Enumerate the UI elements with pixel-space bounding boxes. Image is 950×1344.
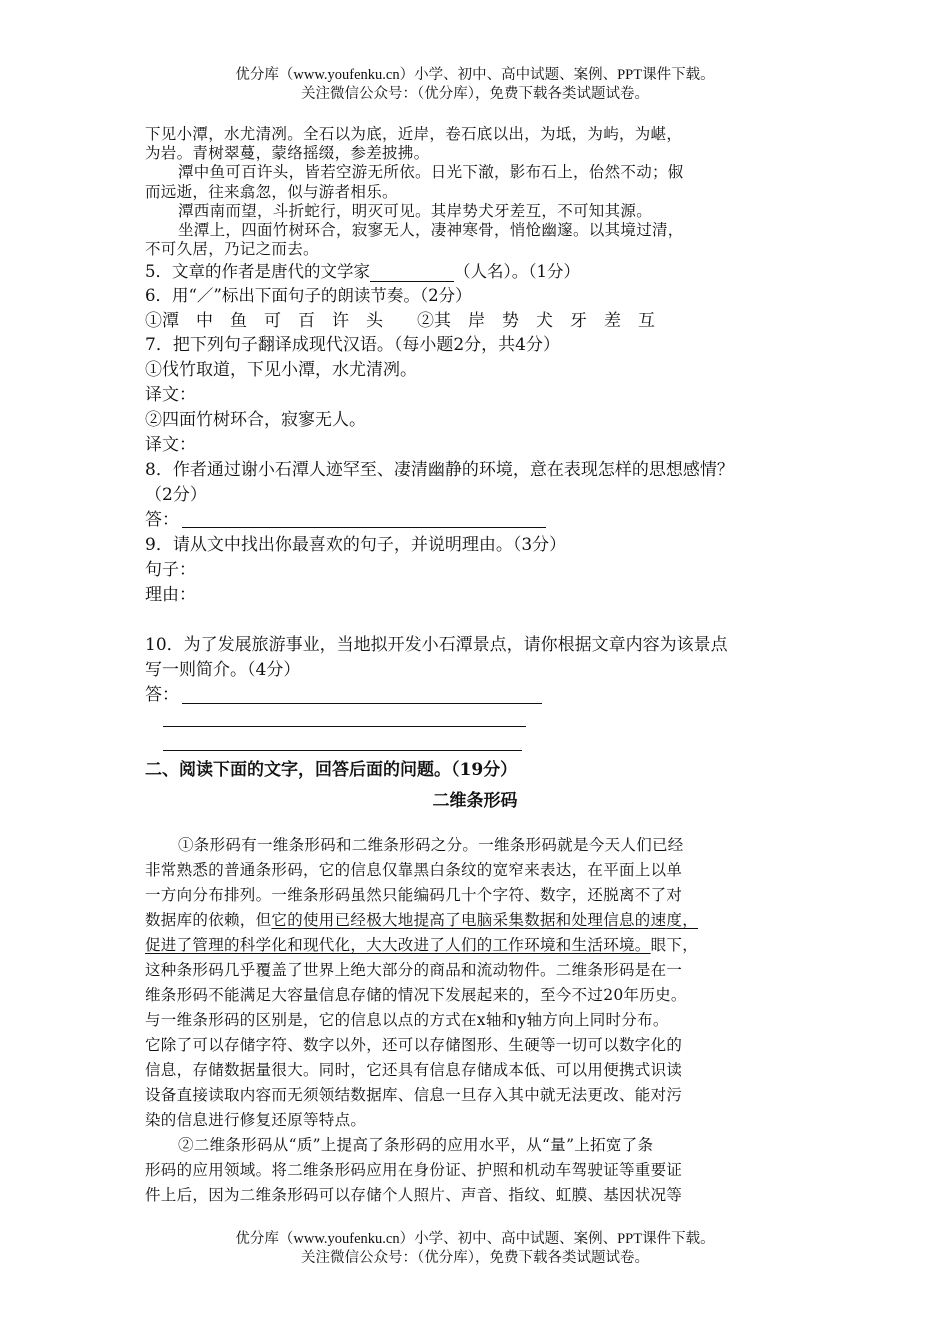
underlined-sentence: 它的使用已经极大地提高了电脑采集数据和处理信息的速度，: [271, 911, 699, 929]
article-title: 二维条形码: [432, 791, 518, 811]
answer-line[interactable]: [182, 527, 546, 528]
question-9: 9．请从文中找出你最喜欢的句子，并说明理由。（3分）: [145, 535, 567, 555]
question-7-item-2: ②四面竹树环合，寂寥无人。: [145, 410, 366, 430]
page-header: [0, 66, 950, 104]
article-line: ①条形码有一维条形码和二维条形码之分。一维条形码就是今天人们已经: [178, 836, 684, 854]
translation-label: 译文：: [145, 385, 196, 405]
article-line: [145, 910, 698, 930]
article-line: 维条形码不能满足大容量信息存储的情况下发展起来的，至今不过20年历史。: [145, 986, 687, 1004]
passage-line: 下见小潭，水尤清冽。全石以为底，近岸，卷石底以出，为坻，为屿，为嵁，: [145, 125, 683, 143]
section-2-heading: 二、阅读下面的文字，回答后面的问题。（19分）: [145, 760, 518, 780]
passage-line: 坐潭上，四面竹树环合，寂寥无人，凄神寒骨，悄怆幽邃。以其境过清，: [178, 221, 684, 239]
article-text: 眼下，: [650, 936, 699, 954]
article-line: 信息，存储数据量很大。同时，它还具有信息存储成本低、可以用便携式识读: [145, 1061, 683, 1079]
header-line-1: 优分库（www.youfenku.cn）小学、初中、高中试题、案例、PPT课件下载。: [235, 67, 715, 83]
question-7: 7．把下列句子翻译成现代汉语。（每小题2分，共4分）: [145, 335, 560, 355]
article-line: 非常熟悉的普通条形码，它的信息仅靠黑白条纹的宽窄来表达，在平面上以单: [145, 861, 683, 879]
answer-label: 答：: [145, 685, 179, 705]
passage-line: 潭中鱼可百许头，皆若空游无所依。日光下澈，影布石上，佁然不动；俶: [178, 163, 684, 181]
article-line: [145, 935, 698, 955]
question-10-line-1: 10．为了发展旅游事业，当地拟开发小石潭景点，请你根据文章内容为该景点: [145, 635, 728, 655]
article-line: 设备直接读取内容而无须领结数据库、信息一旦存入其中就无法更改、能对污: [145, 1086, 683, 1104]
page-footer: [0, 1230, 950, 1268]
article-line: ②二维条形码从“质”上提高了条形码的应用水平，从“量”上拓宽了条: [178, 1136, 654, 1154]
passage-line: 而远逝，往来翕忽，似与游者相乐。: [145, 183, 398, 201]
q5-suffix: （人名）。（1分）: [454, 262, 580, 281]
question-7-item-1: ①伐竹取道，下见小潭，水尤清冽。: [145, 360, 417, 380]
reason-label: 理由：: [145, 585, 196, 605]
header-line-2: 关注微信公众号：（优分库），免费下载各类试题试卷。: [301, 86, 649, 102]
translation-label: 译文：: [145, 435, 196, 455]
question-10-line-2: 写一则简介。（4分）: [145, 660, 301, 680]
answer-line[interactable]: [182, 703, 542, 704]
article-line: 染的信息进行修复还原等特点。: [145, 1111, 367, 1129]
article-text: 数据库的依赖，但: [145, 911, 272, 929]
answer-line[interactable]: [163, 750, 522, 751]
sentence-label: 句子：: [145, 560, 196, 580]
footer-line-1: 优分库（www.youfenku.cn）小学、初中、高中试题、案例、PPT课件下载。: [235, 1231, 715, 1247]
article-line: 形码的应用领域。将二维条形码应用在身份证、护照和机动车驾驶证等重要证: [145, 1161, 683, 1179]
question-8-line-1: 8．作者通过谢小石潭人迹罕至、凄清幽静的环境，意在表现怎样的思想感情？: [145, 460, 734, 480]
answer-label: 答：: [145, 510, 179, 530]
passage-line: 不可久居，乃记之而去。: [145, 240, 319, 258]
question-6: 6．用“／”标出下面句子的朗读节奏。（2分）: [145, 286, 472, 305]
article-line: 与一维条形码的区别是，它的信息以点的方式在x轴和y轴方向上同时分布。: [145, 1011, 669, 1029]
answer-line[interactable]: [163, 726, 526, 727]
q5-prefix: 5．文章的作者是唐代的文学家: [145, 262, 370, 281]
question-6-items: ①潭 中 鱼 可 百 许 头 ②其 岸 势 犬 牙 差 互: [145, 311, 655, 331]
article-line: 件上后，因为二维条形码可以存储个人照片、声音、指纹、虹膜、基因状况等: [145, 1186, 683, 1204]
passage-line: 潭西南而望，斗折蛇行，明灭可见。其岸势犬牙差互，不可知其源。: [178, 202, 653, 220]
underlined-sentence: 促进了管理的科学化和现代化，大大改进了人们的工作环境和生活环境。: [145, 936, 651, 954]
passage-line: 为岩。青树翠蔓，蒙络摇缀，参差披拂。: [145, 144, 430, 162]
question-5: [145, 262, 580, 282]
article-line: 它除了可以存储字符、数字以外，还可以存储图形、生硬等一切可以数字化的: [145, 1036, 683, 1054]
question-8-line-2: （2分）: [145, 485, 207, 505]
q5-answer-blank[interactable]: [370, 265, 454, 282]
article-line: 这种条形码几乎覆盖了世界上绝大部分的商品和流动物件。二维条形码是在一: [145, 961, 683, 979]
article-line: 一方向分布排列。一维条形码虽然只能编码几十个字符、数字，还脱离不了对: [145, 886, 683, 904]
footer-line-2: 关注微信公众号：（优分库），免费下载各类试题试卷。: [301, 1250, 649, 1266]
